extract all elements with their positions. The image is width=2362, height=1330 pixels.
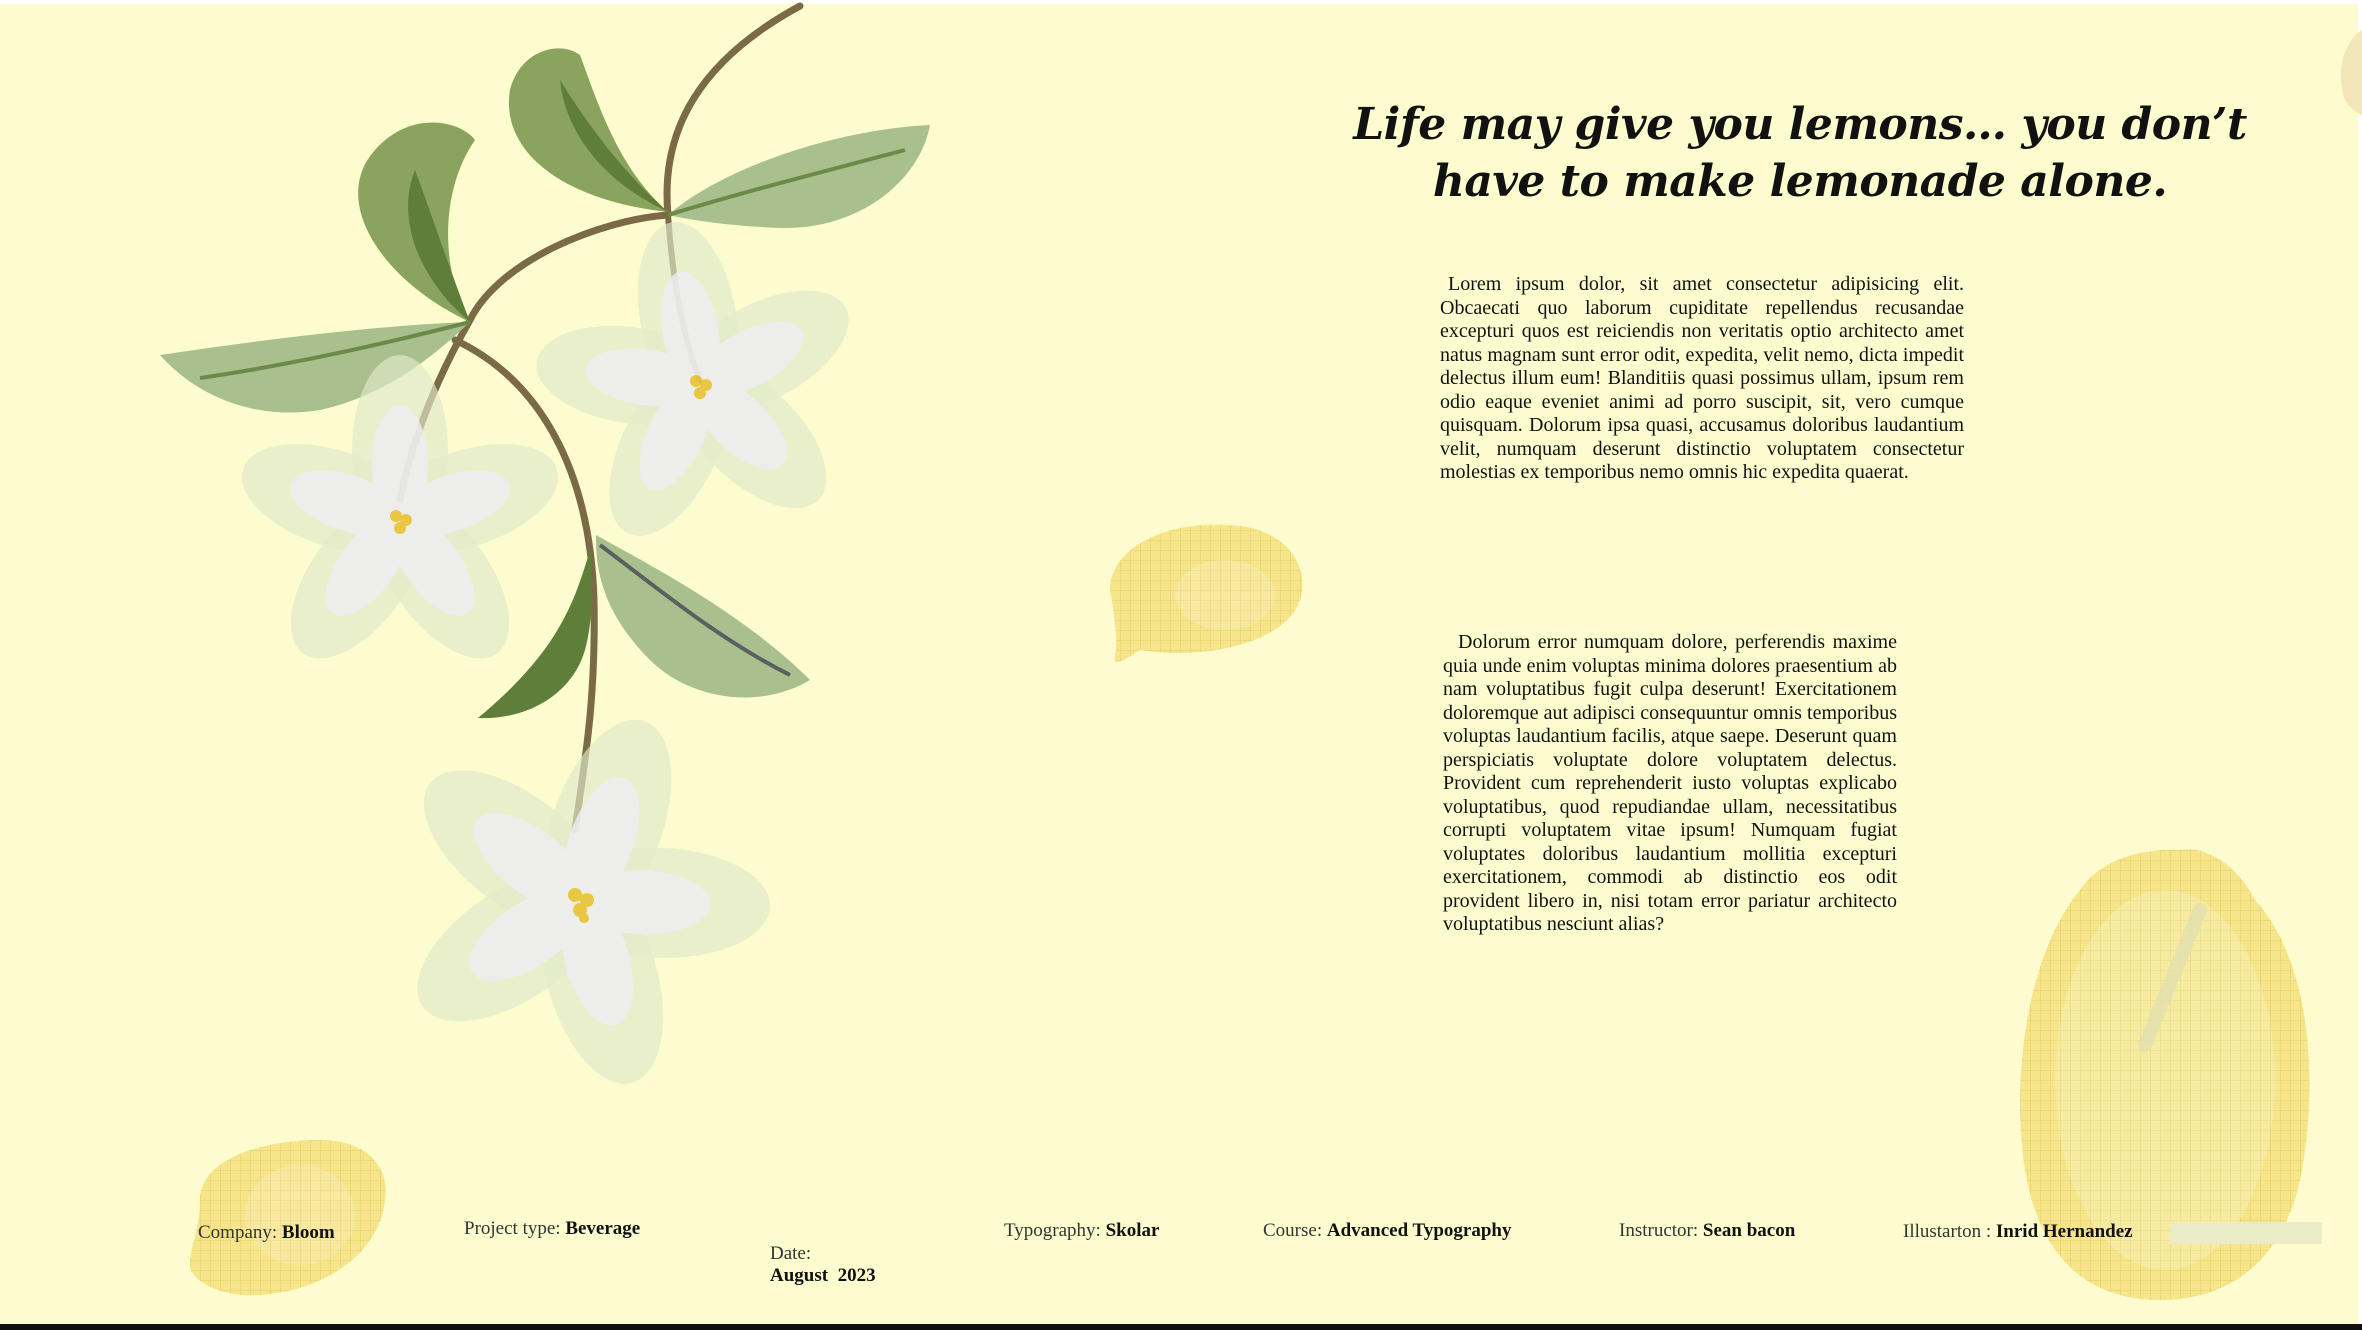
lemon-icon <box>1110 525 1302 662</box>
credit-value: Skolar <box>1105 1220 1160 1241</box>
credit-value: Advanced Typography <box>1326 1220 1512 1241</box>
bottom-border <box>0 1324 2362 1330</box>
credit-value: Inrid Hernandez <box>1995 1221 2133 1242</box>
lemon-branch-illustration <box>160 6 930 1098</box>
credit-typography <box>1004 1220 1159 1242</box>
credit-value: Sean bacon <box>1702 1220 1796 1241</box>
lemon-icon <box>2341 30 2362 115</box>
credit-label: Date: <box>770 1243 812 1264</box>
decorative-bar <box>2170 1222 2322 1244</box>
credit-value: Bloom <box>281 1222 335 1243</box>
credit-instructor <box>1619 1220 1795 1242</box>
body-paragraph: Lorem ipsum dolor, sit amet consectetur adipisicing elit. Obcaecati quo laborum cupiditate repellendus recusandae excepturi quos est reiciendis non veritatis optio architecto amet natus magnam sunt error odit, expedita, velit nemo, dicta impedit delectus illum eum! Blanditiis quasi possimus ullam, ipsum rem odio eaque eveniet animi ad porro suscipit, sit, vero cumque quisquam. Dolorum ipsa quasi, accusamus doloribus laudantium velit, numquam deserunt distinctio voluptatem consectetur molestias ex temporibus nemo omnis hic expedita quaerat. <box>1440 273 1964 483</box>
credit-label: Illustarton : <box>1903 1221 1992 1242</box>
credit-course <box>1263 1220 1511 1242</box>
credit-company <box>198 1222 335 1244</box>
credit-date <box>751 1221 876 1309</box>
credit-label: Course: <box>1263 1220 1323 1241</box>
credit-value: August 2023 <box>770 1265 876 1286</box>
credit-label: Company: <box>198 1222 278 1243</box>
credit-illustration <box>1903 1221 2133 1243</box>
body-paragraph: Dolorum error numquam dolore, perferendis maxime quia unde enim voluptas minima dolores praesentium ab nam voluptatibus fugit culpa deserunt! Exercitationem doloremque aut adipisci consequuntur omnis temporibus voluptas laudantium facilis, atque saepe. Deserunt quam perspiciatis voluptate dolore voluptatem delectus. Provident cum reprehenderit iusto voluptas explicabo voluptatibus, quod repudiandae ullam, necessitatibus corrupti voluptatem vitae ipsum! Numquam fugiat voluptates doloribus laudantium mollitia excepturi exercitationem, commodi ab distinctio eos odit provident libero in, nisi totam error pariatur architecto voluptatibus nesciunt alias? <box>1443 631 1897 935</box>
credit-project-type <box>464 1218 640 1240</box>
credit-label: Typography: <box>1004 1220 1101 1241</box>
credit-label: Instructor: <box>1619 1220 1699 1241</box>
lemon-icon <box>190 1140 386 1295</box>
page-title: Life may give you lemons… you don’t have to make lemonade alone. <box>1353 99 2247 207</box>
credit-label: Project type: <box>464 1218 561 1239</box>
credit-value: Beverage <box>565 1218 641 1239</box>
